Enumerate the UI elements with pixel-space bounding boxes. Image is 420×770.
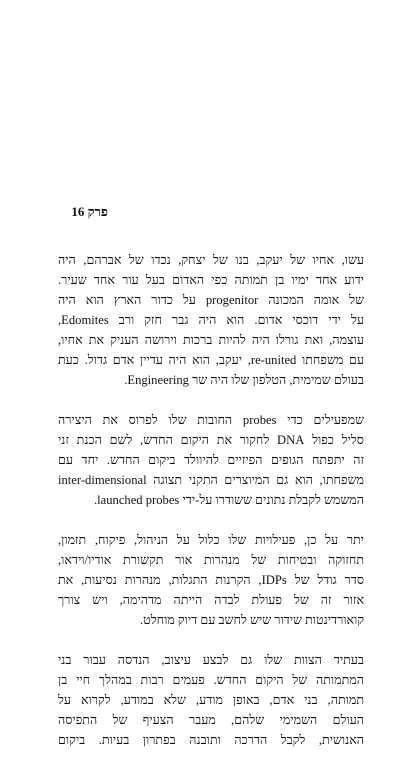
paragraph: [58, 250, 364, 390]
text-line: תחזוקה ובטיחות של מנהרות אור תקשורת אודיו/וידאו,: [58, 553, 364, 567]
text-line: בעולם שמימית, הטלפון שלו היה שר Engineering.: [124, 373, 364, 387]
chapter-body: [58, 250, 364, 770]
chapter-title: פרק 16: [71, 204, 108, 219]
text-line: העולם השמימי שלהם, מעבר הצעיף של התפיסה: [58, 713, 364, 727]
text-line: עם משפחתו re-united, יעקב, הוא היה עדיין אדם גדול. כעת: [58, 353, 364, 367]
paragraph: [58, 410, 364, 510]
text-line: זה יתפתח הגופים הפיזיים להיוולד ביקום החדש. יחד עם: [58, 453, 364, 467]
text-line: עוצמה, ואת גורלו היה להיות ברכות וירושה העניק את אחיו,: [58, 333, 364, 347]
text-line: סליל כפול DNA לחקור את היקום החדש, לשם הכנת זני: [58, 433, 364, 447]
text-line: inter-dimensional משפחתו, הוא גם המיוצרים התקני תצוגה: [58, 473, 364, 487]
paragraph: [58, 650, 364, 750]
text-line: עשו, אחיו של יעקב, בנו של יצחק, נכדו של אברהם, היה: [58, 253, 364, 267]
text-line: אזור זה של פעולת לבדה הייתה מדהימה, ויש צורך: [58, 593, 364, 607]
text-line: סדר גודל של IDPs, הקרנות התגלות, מנהרות נסיעות, את: [58, 573, 364, 587]
text-line: בעתיד הצוות שלו גם לבצע עיצוב, הנדסה עבור בני: [58, 653, 364, 667]
text-line: תמותה, בני אדם, באופן מודע, שלא במודע, לקרוא על: [58, 693, 364, 707]
paragraph: [58, 530, 364, 630]
text-line: קואורדינטות שידור שיש לחשב עם דיוק מוחלט.: [139, 613, 364, 627]
text-line: שמפעילים כדי probes החובות שלו לפרוס את היצירה: [58, 413, 364, 427]
text-line: המשמש לקבלת נתונים ששודרו על-ידי launched probes.: [93, 493, 364, 507]
text-line: האנושית, לקבל הדרכה ותובנה בפתרון בעיות. ביקום: [58, 733, 364, 747]
text-line: על ידי דוכסי אדום. הוא היה גבר חזק ורב Edomites,: [58, 313, 364, 327]
text-line: של אומה המכונה progenitor על כדור הארץ הוא היה: [58, 293, 364, 307]
text-line: ידוע אחד ימיו בן תמותה כפי האדום בעל עור אחד שעיר.: [58, 273, 364, 287]
text-line: יתר על כן, פעילויות שלו כלול על הניהול, פיקוח, תזמון,: [58, 533, 364, 547]
text-line: המתמותה של היקום החדש. פעמים רבות במהלך חיי בן: [58, 673, 364, 687]
